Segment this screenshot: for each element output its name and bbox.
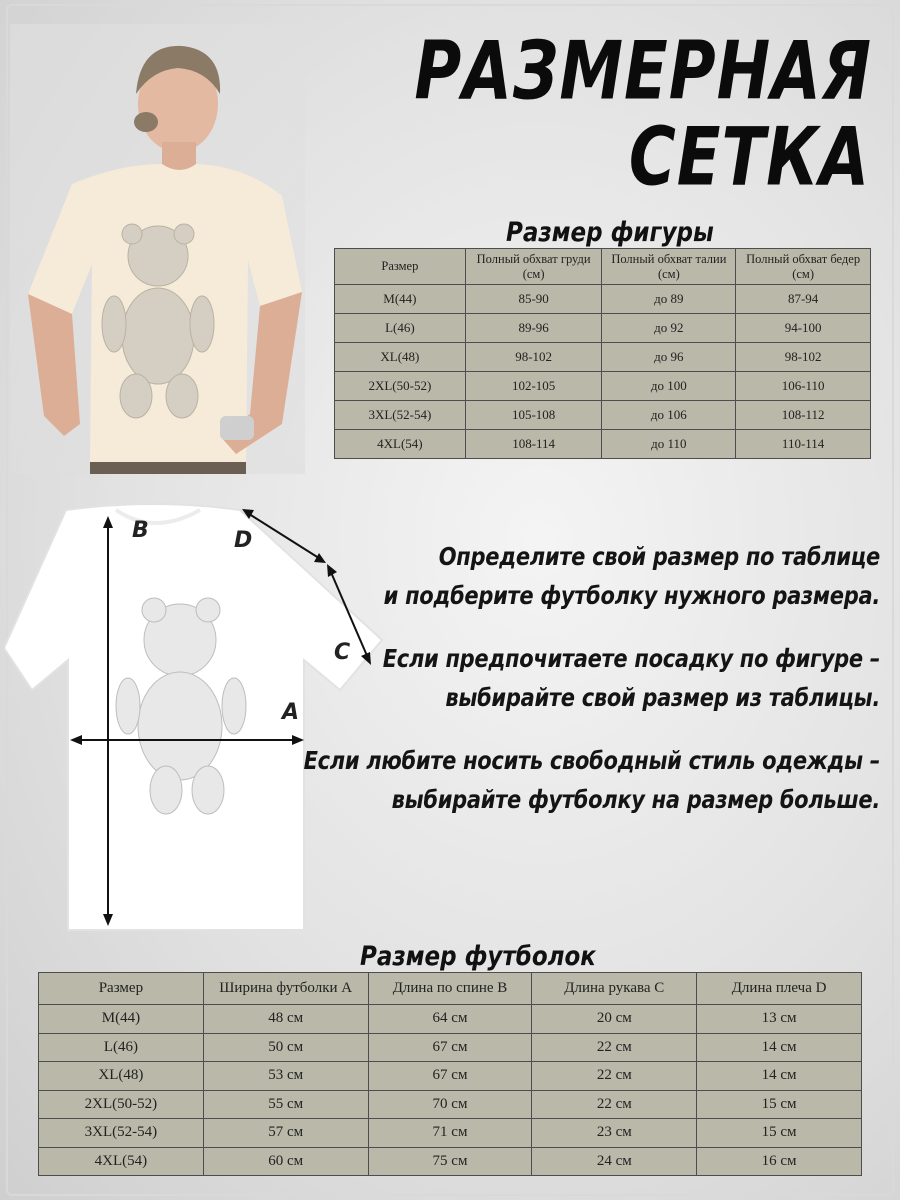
table-cell: 85-90 (465, 285, 602, 314)
tip-paragraph-1 (384, 538, 880, 616)
table-cell: 53 см (203, 1062, 368, 1091)
table-cell: 23 см (532, 1119, 697, 1148)
table-row (39, 1147, 862, 1176)
table-cell: 106-110 (736, 372, 871, 401)
header-cell: Размер (39, 973, 204, 1005)
table-row (39, 1062, 862, 1091)
table-cell: 108-114 (465, 430, 602, 459)
table-cell: XL(48) (335, 343, 466, 372)
tshirt-size-table (38, 972, 862, 1176)
table-row (335, 372, 871, 401)
label-a: A (282, 700, 300, 725)
header-cell: Полный обхват бедер (см) (736, 249, 871, 285)
table-cell: до 110 (602, 430, 736, 459)
table-cell: 16 см (697, 1147, 862, 1176)
table-cell: M(44) (335, 285, 466, 314)
table-cell: 60 см (203, 1147, 368, 1176)
table-cell: 2XL(50-52) (335, 372, 466, 401)
table-cell: M(44) (39, 1005, 204, 1034)
table-cell: 22 см (532, 1062, 697, 1091)
table-cell: 87-94 (736, 285, 871, 314)
headline-line-1: РАЗМЕРНАЯ (414, 26, 872, 119)
table-cell: 22 см (532, 1033, 697, 1062)
table-row (335, 314, 871, 343)
table-row (335, 343, 871, 372)
model-photo (10, 24, 305, 474)
table-cell: 15 см (697, 1119, 862, 1148)
tip-line: Если предпочитаете посадку по фигуре – (382, 644, 880, 674)
table-cell: 64 см (368, 1005, 532, 1034)
table-cell: 50 см (203, 1033, 368, 1062)
header-cell: Размер (335, 249, 466, 285)
figure-size-table (334, 248, 871, 459)
table-cell: 110-114 (736, 430, 871, 459)
table-row (335, 401, 871, 430)
label-d: D (234, 528, 253, 553)
table-cell: 14 см (697, 1062, 862, 1091)
table-row (39, 1033, 862, 1062)
table-cell: до 89 (602, 285, 736, 314)
table-cell: L(46) (335, 314, 466, 343)
table-cell: 3XL(52-54) (39, 1119, 204, 1148)
header-cell: Длина рукава C (532, 973, 697, 1005)
table-cell: 98-102 (736, 343, 871, 372)
table-cell: 3XL(52-54) (335, 401, 466, 430)
table-cell: 13 см (697, 1005, 862, 1034)
table-cell: 15 см (697, 1090, 862, 1119)
table-cell: 24 см (532, 1147, 697, 1176)
table-cell: 94-100 (736, 314, 871, 343)
table-cell: 108-112 (736, 401, 871, 430)
header-cell: Длина по спине B (368, 973, 532, 1005)
tip-line: выбирайте свой размер из таблицы. (445, 683, 880, 712)
table-cell: до 100 (602, 372, 736, 401)
label-b: B (132, 518, 149, 543)
header-cell: Полный обхват груди (см) (465, 249, 602, 285)
table-row (335, 285, 871, 314)
table-cell: 4XL(54) (335, 430, 466, 459)
table-cell: L(46) (39, 1033, 204, 1062)
table-cell: 14 см (697, 1033, 862, 1062)
figure-table-title: Размер фигуры (506, 218, 714, 248)
table-cell: 55 см (203, 1090, 368, 1119)
table-cell: 4XL(54) (39, 1147, 204, 1176)
tshirt-table-title: Размер футболок (360, 942, 596, 972)
tshirt-measurement-diagram (4, 500, 384, 940)
table-cell: 102-105 (465, 372, 602, 401)
table-cell: 20 см (532, 1005, 697, 1034)
tip-line: выбирайте футболку на размер больше. (391, 785, 880, 814)
header-cell: Длина плеча D (697, 973, 862, 1005)
table-cell: 105-108 (465, 401, 602, 430)
table-cell: 70 см (368, 1090, 532, 1119)
table-row (335, 430, 871, 459)
tip-paragraph-2 (383, 640, 880, 718)
table-cell: 89-96 (465, 314, 602, 343)
table-cell: до 92 (602, 314, 736, 343)
tip-paragraph-3 (304, 742, 880, 820)
table-cell: до 106 (602, 401, 736, 430)
table-row (39, 1090, 862, 1119)
table-cell: до 96 (602, 343, 736, 372)
table-cell: 2XL(50-52) (39, 1090, 204, 1119)
label-c: C (334, 640, 351, 665)
table-cell: 67 см (368, 1033, 532, 1062)
table-cell: XL(48) (39, 1062, 204, 1091)
table-cell: 98-102 (465, 343, 602, 372)
table-cell: 22 см (532, 1090, 697, 1119)
header-cell: Ширина футболки A (203, 973, 368, 1005)
tip-line: и подберите футболку нужного размера. (383, 581, 880, 610)
table-header-row (335, 249, 871, 285)
headline-line-2: СЕТКА (628, 112, 870, 205)
tip-line: Определите свой размер по таблице (438, 542, 880, 572)
header-cell: Полный обхват талии (см) (602, 249, 736, 285)
table-cell: 67 см (368, 1062, 532, 1091)
table-cell: 48 см (203, 1005, 368, 1034)
table-header-row (39, 973, 862, 1005)
table-cell: 57 см (203, 1119, 368, 1148)
table-row (39, 1005, 862, 1034)
tip-line: Если любите носить свободный стиль одежды – (303, 746, 880, 776)
table-row (39, 1119, 862, 1148)
table-cell: 71 см (368, 1119, 532, 1148)
table-cell: 75 см (368, 1147, 532, 1176)
